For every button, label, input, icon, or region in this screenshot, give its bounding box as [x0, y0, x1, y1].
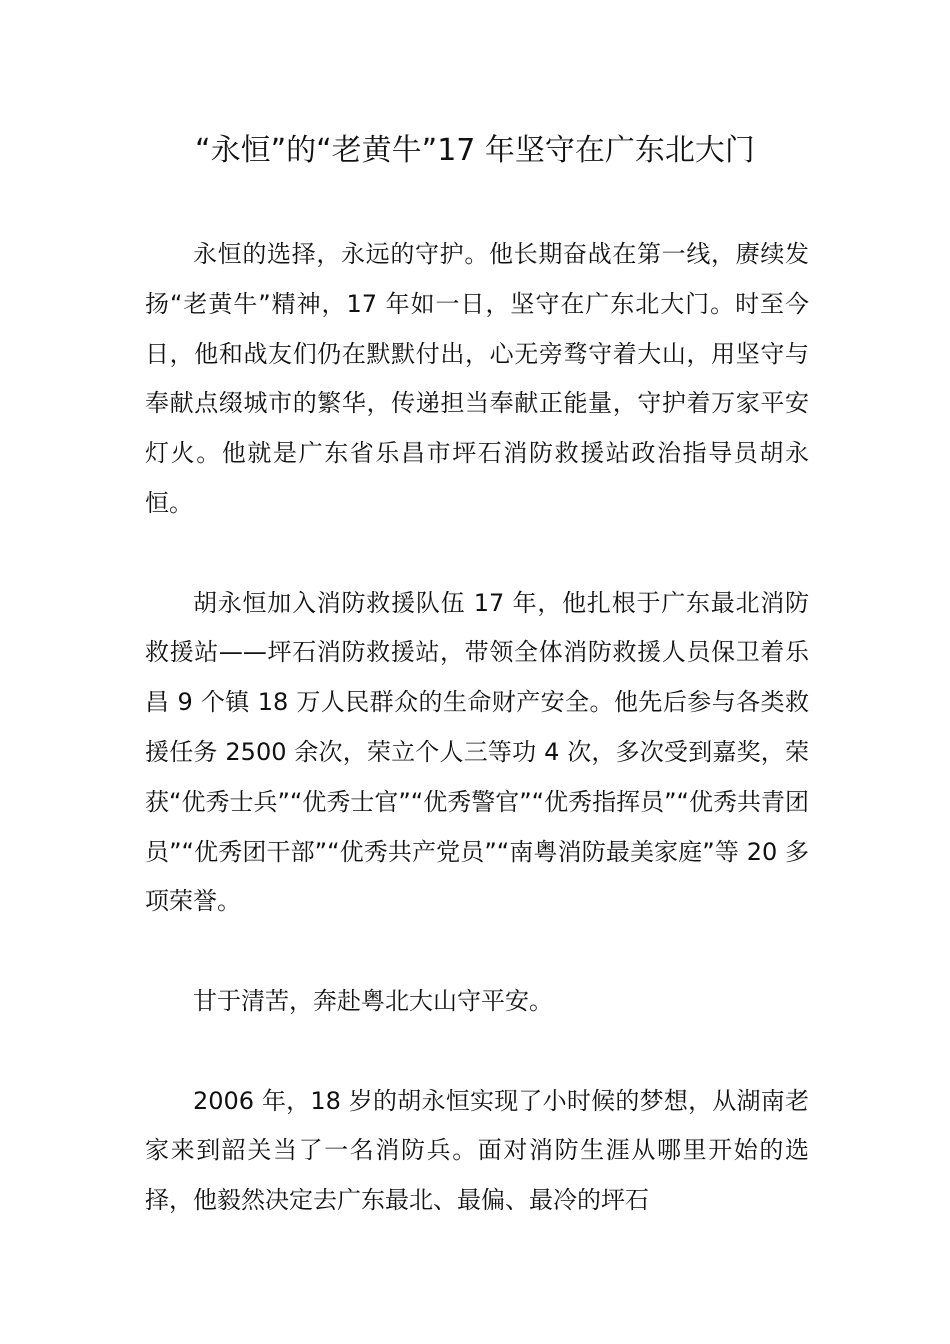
paragraph-spacer: [145, 927, 809, 977]
paragraph-2: 胡永恒加入消防救援队伍 17 年，他扎根于广东最北消防救援站——坪石消防救援站，带领全体消防救援人员保卫着乐昌 9 个镇 18 万人民群众的生命财产安全。他先后参与各类救援任务 2500 余次，荣立个人三等功 4 次，多次受到嘉奖，荣获“优秀士兵”“优秀士官”“优秀警官”“优秀指挥员”“优秀共青团员”“优秀团干部”“优秀共产党员”“南粤消防最美家庭”等 20 多项荣誉。: [145, 588, 809, 916]
paragraph-1: 永恒的选择，永远的守护。他长期奋战在第一线，赓续发扬“老黄牛”精神，17 年如一日，坚守在广东北大门。时至今日，他和战友们仍在默默付出，心无旁骛守着大山，用坚守与奉献点缀城市的繁华，传递担当奉献正能量，守护着万家平安灯火。他就是广东省乐昌市坪石消防救援站政治指导员胡永恒。: [145, 240, 809, 517]
paragraph-spacer: [145, 1027, 809, 1077]
paragraph-4: 2006 年，18 岁的胡永恒实现了小时候的梦想，从湖南老家来到韶关当了一名消防兵。面对消防生涯从哪里开始的选择，他毅然决定去广东最北、最偏、最冷的坪石: [145, 1086, 809, 1215]
paragraph-spacer: [145, 529, 809, 579]
paragraph-3: 甘于清苦，奔赴粤北大山守平安。: [193, 986, 553, 1015]
document-title: “永恒”的“老黄牛”17 年坚守在广东北大门: [195, 133, 755, 168]
document-body: [145, 230, 809, 1226]
